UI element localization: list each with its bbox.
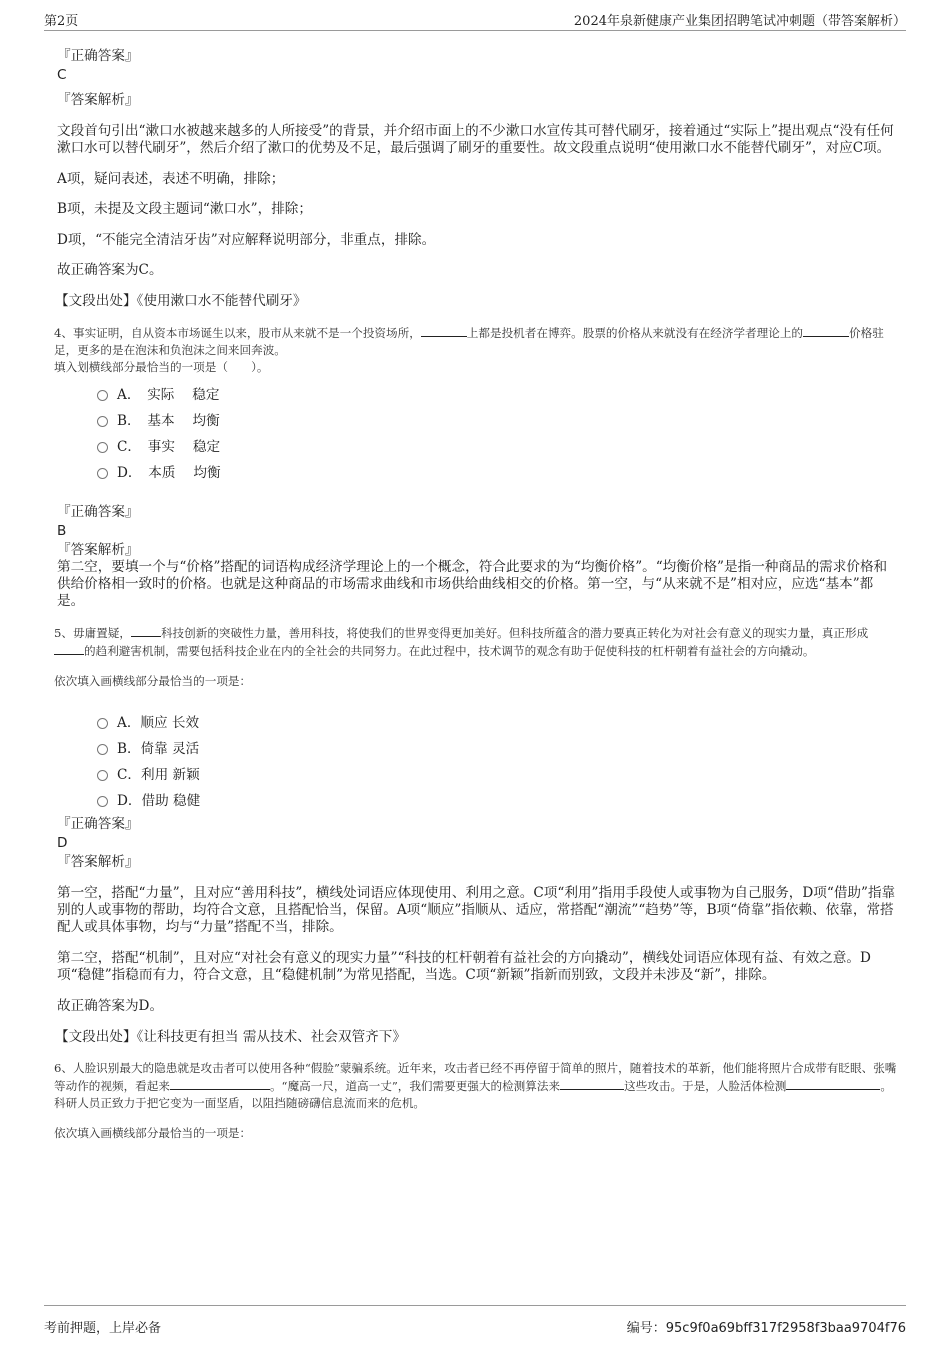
question-stem: 6、人脸识别最大的隐患就是攻击者可以使用各种“假脸”蒙骗系统。近年来，攻击者已经不再停留于简单的照片，随着技术的革新，他们能将照片合成带有眨眼、张嘴等动作的视频，看起来 。“魔高一尺，道高一丈”，我们需要更强大的检测算法来 这些攻击。于是，人脸活体检测 。科研人员正致力于把它变为一面坚盾，以阻挡随磅礴信息流而来的危机。: [54, 1061, 897, 1110]
page-header: [0, 0, 950, 34]
option-c[interactable]: C． 事实 稳定: [97, 432, 897, 458]
question-stem: 5、毋庸置疑， 科技创新的突破性力量，善用科技，将使我们的世界变得更加美好。但科技所蕴含的潜力要真正转化为对社会有意义的现实力量，真正形成的趋利避害机制，需要包括科技企业在内的全社会的共同努力。在此过程中，技术调节的观念有助于促使科技的杠杆朝着有益社会的方向撬动。: [54, 626, 869, 658]
blank-line: [54, 642, 84, 655]
blank-line: [170, 1077, 270, 1090]
option-a[interactable]: A．顺应 长效: [97, 708, 897, 734]
radio-icon[interactable]: [97, 796, 108, 807]
radio-icon[interactable]: [97, 442, 108, 453]
question-prompt: 依次填入画横线部分最恰当的一项是：: [54, 1126, 252, 1140]
radio-icon[interactable]: [97, 390, 108, 401]
options-list: [57, 708, 897, 812]
page-number: 第2页: [44, 14, 79, 29]
blank-line: [786, 1077, 880, 1090]
analysis-option-d: D项，“不能完全清洁牙齿”对应解释说明部分，非重点，排除。: [57, 232, 436, 248]
option-b[interactable]: B． 基本 均衡: [97, 406, 897, 432]
answer-label: 『正确答案』: [57, 816, 139, 832]
radio-icon[interactable]: [97, 744, 108, 755]
question-4: [54, 324, 897, 610]
radio-icon[interactable]: [97, 718, 108, 729]
question-5: [54, 624, 897, 1046]
document-title: 2024年泉新健康产业集团招聘笔试冲刺题（带答案解析）: [573, 14, 906, 29]
analysis-label: 『答案解析』: [57, 542, 139, 558]
radio-icon[interactable]: [97, 416, 108, 427]
document-content: [54, 46, 897, 1142]
analysis-conclusion: 故正确答案为D。: [57, 998, 164, 1014]
analysis-text: 第二空，要填一个与“价格”搭配的词语构成经济学理论上的一个概念，符合此要求的为“均衡价格”。“均衡价格”是指一种商品的需求价格和供给价格相一致时的价格。也就是这种商品的市场需求曲线和市场供给曲线相交的价格。第一空，与“从来就不是”相对应，应选“基本”都是。: [57, 559, 888, 609]
blank-line: [560, 1077, 624, 1090]
option-b[interactable]: B．倚靠 灵活: [97, 734, 897, 760]
option-c[interactable]: C．利用 新颖: [97, 760, 897, 786]
option-d[interactable]: D． 本质 均衡: [97, 458, 897, 484]
radio-icon[interactable]: [97, 770, 108, 781]
analysis-text-1: 第一空，搭配“力量”，且对应“善用科技”，横线处词语应体现使用、利用之意。C项“利用”指用手段使人或事物为自己服务，D项“借助”指靠别的人或事物的帮助，均符合文意，且搭配恰当，保留。A项“顺应”指顺从、适应，常搭配“潮流”“趋势”等，B项“倚靠”指依赖、依靠，常搭配人或具体事物，均与“力量”搭配不当，排除。: [57, 885, 896, 935]
analysis-label: 『答案解析』: [57, 92, 139, 108]
passage-source: 【文段出处】《让科技更有担当 需从技术、社会双管齐下》: [55, 1029, 406, 1045]
answer-value: B: [57, 523, 67, 539]
answer-value: D: [57, 835, 68, 851]
option-d[interactable]: D．借助 稳健: [97, 786, 897, 812]
answer-label: 『正确答案』: [57, 48, 139, 64]
passage-source: 【文段出处】《使用漱口水不能替代刷牙》: [55, 293, 307, 309]
analysis-text-2: 第二空，搭配“机制”，且对应“对社会有意义的现实力量”“科技的杠杆朝着有益社会的方向撬动”，横线处词语应体现有益、有效之意。D项“稳健”指稳而有力，符合文意，且“稳健机制”为常见搭配，当选。C项“新颖”指新而别致，文段并未涉及“新”，排除。: [57, 950, 871, 983]
blank-line: [421, 324, 467, 337]
analysis-option-a: A项，疑问表述，表述不明确，排除；: [57, 171, 285, 187]
question-stem: 4、事实证明，自从资本市场诞生以来，股市从来就不是一个投资场所， 上都是投机者在博弈。股票的价格从来就没有在经济学者理论上的 价格驻足，更多的是在泡沫和负泡沫之间来回奔波。: [54, 326, 884, 357]
blank-line: [803, 324, 849, 337]
options-list: [57, 380, 897, 484]
analysis-conclusion: 故正确答案为C。: [57, 262, 163, 278]
analysis-text: 文段首句引出“漱口水被越来越多的人所接受”的背景，并介绍市面上的不少漱口水宣传其可替代刷牙，接着通过“实际上”提出观点“没有任何漱口水可以替代刷牙”，然后介绍了漱口的优势及不足，最后强调了刷牙的重要性。故文段重点说明“使用漱口水不能替代刷牙”，对应C项。: [57, 123, 894, 156]
analysis-label: 『答案解析』: [57, 854, 139, 870]
page-footer: [0, 1305, 950, 1345]
radio-icon[interactable]: [97, 468, 108, 479]
footer-divider: [44, 1305, 906, 1306]
analysis-option-b: B项，未提及文段主题词“漱口水”，排除；: [57, 201, 312, 217]
footer-slogan: 考前押题，上岸必备: [44, 1321, 162, 1336]
blank-line: [131, 624, 161, 637]
answer-value: C: [57, 67, 67, 83]
q3-answer-block: [57, 48, 897, 310]
question-prompt: 填入划横线部分最恰当的一项是（ ）。: [54, 360, 269, 374]
option-a[interactable]: A． 实际 稳定: [97, 380, 897, 406]
question-prompt: 依次填入画横线部分最恰当的一项是：: [54, 674, 252, 688]
header-divider: [44, 30, 906, 31]
document-id: 编号：95c9f0a69bff317f2958f3baa9704f76: [626, 1321, 906, 1336]
question-6: [54, 1060, 897, 1142]
answer-label: 『正确答案』: [57, 504, 139, 520]
